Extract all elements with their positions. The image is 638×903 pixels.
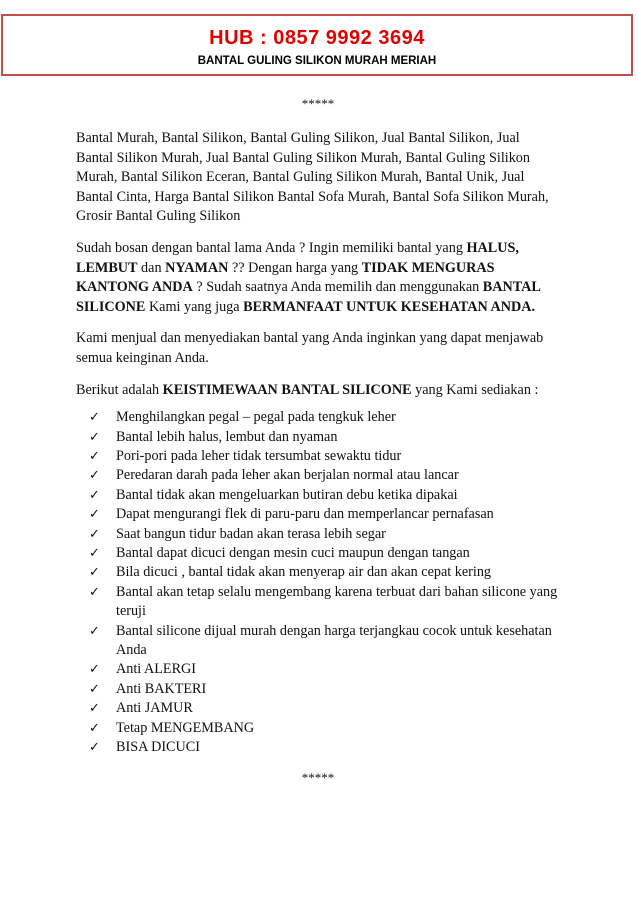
feature-item <box>89 738 560 757</box>
feature-text: Pori-pori pada leher tidak tersumbat sewaktu tidur <box>116 447 402 464</box>
check-mark-icon: ✓ <box>89 565 100 581</box>
feature-text: Bantal akan tetap selalu mengembang karena terbuat dari bahan silicone yang teruji <box>116 583 558 620</box>
hub-phone-number: HUB : 0857 9992 3694 <box>209 27 425 49</box>
feature-text: Saat bangun tidur badan akan terasa lebih segar <box>116 525 386 542</box>
intro-bold-3: TIDAK MENGURAS KANTONG ANDA <box>76 259 495 296</box>
check-mark-icon: ✓ <box>89 468 100 484</box>
feature-text: Bantal lebih halus, lembut dan nyaman <box>116 428 338 445</box>
check-mark-icon: ✓ <box>89 584 100 600</box>
feature-item <box>89 563 560 582</box>
check-mark-icon: ✓ <box>89 526 100 542</box>
check-mark-icon: ✓ <box>89 740 100 756</box>
check-mark-icon: ✓ <box>89 507 100 523</box>
intro-bold-2: NYAMAN <box>165 259 229 276</box>
intro-bold-1: HALUS, LEMBUT <box>76 239 519 276</box>
features-list <box>76 408 560 757</box>
features-intro-text-2: yang Kami sediakan : <box>411 381 539 398</box>
feature-item <box>89 699 560 718</box>
header-subtitle: BANTAL GULING SILIKON MURAH MERIAH <box>197 55 437 67</box>
feature-text: Bantal dapat dicuci dengan mesin cuci maupun dengan tangan <box>116 544 470 561</box>
feature-item <box>89 622 560 661</box>
intro-text-5: Kami yang juga <box>145 298 244 315</box>
feature-text: Bantal tidak akan mengeluarkan butiran debu ketika dipakai <box>116 486 458 503</box>
check-mark-icon: ✓ <box>89 410 100 426</box>
feature-text: Anti BAKTERI <box>116 680 207 697</box>
check-mark-icon: ✓ <box>89 429 100 445</box>
check-mark-icon: ✓ <box>89 701 100 717</box>
feature-text: Anti ALERGI <box>116 661 196 678</box>
check-mark-icon: ✓ <box>89 448 100 464</box>
features-intro-bold: KEISTIMEWAAN BANTAL SILICONE <box>162 381 412 398</box>
check-mark-icon: ✓ <box>89 545 100 561</box>
feature-item <box>89 505 560 524</box>
feature-text: Tetap MENGEMBANG <box>116 719 255 736</box>
offer-paragraph: Kami menjual dan menyediakan bantal yang Anda inginkan yang dapat menjawab semua keinginan Anda. <box>76 330 544 366</box>
feature-item <box>89 544 560 563</box>
feature-text: Bantal silicone dijual murah dengan harga terjangkau cocok untuk kesehatan Anda <box>116 622 552 658</box>
header-box <box>1 14 633 76</box>
feature-text: Peredaran darah pada leher akan berjalan normal atau lancar <box>116 467 459 484</box>
intro-text-1: Sudah bosan dengan bantal lama Anda ? Ingin memiliki bantal yang <box>76 239 467 256</box>
features-intro-text-1: Berikut adalah <box>76 381 163 398</box>
feature-text: BISA DICUCI <box>116 739 200 756</box>
feature-item <box>89 583 560 622</box>
intro-text-2: dan <box>137 259 166 276</box>
feature-item <box>89 486 560 505</box>
feature-item <box>89 525 560 544</box>
feature-item <box>89 428 560 447</box>
check-mark-icon: ✓ <box>89 487 100 503</box>
feature-item <box>89 466 560 485</box>
check-mark-icon: ✓ <box>89 681 100 697</box>
intro-text-4: ? Sudah saatnya Anda memilih dan menggunakan <box>192 279 483 296</box>
feature-text: Menghilangkan pegal – pegal pada tengkuk leher <box>116 409 396 426</box>
feature-item <box>89 408 560 427</box>
intro-paragraph <box>76 239 560 317</box>
feature-text: Bila dicuci , bantal tidak akan menyerap air dan akan cepat kering <box>116 564 492 581</box>
feature-item <box>89 660 560 679</box>
check-mark-icon: ✓ <box>89 623 100 639</box>
feature-item <box>89 719 560 738</box>
check-mark-icon: ✓ <box>89 720 100 736</box>
intro-text-3: ?? Dengan harga yang <box>228 259 362 276</box>
features-intro-paragraph <box>76 381 560 401</box>
feature-item <box>89 680 560 699</box>
separator-bottom: ***** <box>301 770 335 786</box>
feature-item <box>89 447 560 466</box>
keywords-paragraph: Bantal Murah, Bantal Silikon, Bantal Guling Silikon, Jual Bantal Silikon, Jual Bantal Silikon Murah, Jual Bantal Guling Silikon Murah, Bantal Guling Silikon Murah, Bantal Silikon Eceran, Bantal Guling Silikon Murah, Bantal Unik, Jual Bantal Cinta, Harga Bantal Silikon Bantal Sofa Murah, Bantal Sofa Silikon Murah, Grosir Bantal Guling Silikon <box>76 130 549 225</box>
document-body <box>76 96 560 786</box>
intro-bold-4: BANTAL SILICONE <box>76 279 541 315</box>
feature-text: Dapat mengurangi flek di paru-paru dan memperlancar pernafasan <box>116 506 494 523</box>
feature-text: Anti JAMUR <box>116 700 193 717</box>
check-mark-icon: ✓ <box>89 662 100 678</box>
separator-top: ***** <box>301 96 335 111</box>
intro-bold-5: BERMANFAAT UNTUK KESEHATAN ANDA. <box>243 298 536 315</box>
